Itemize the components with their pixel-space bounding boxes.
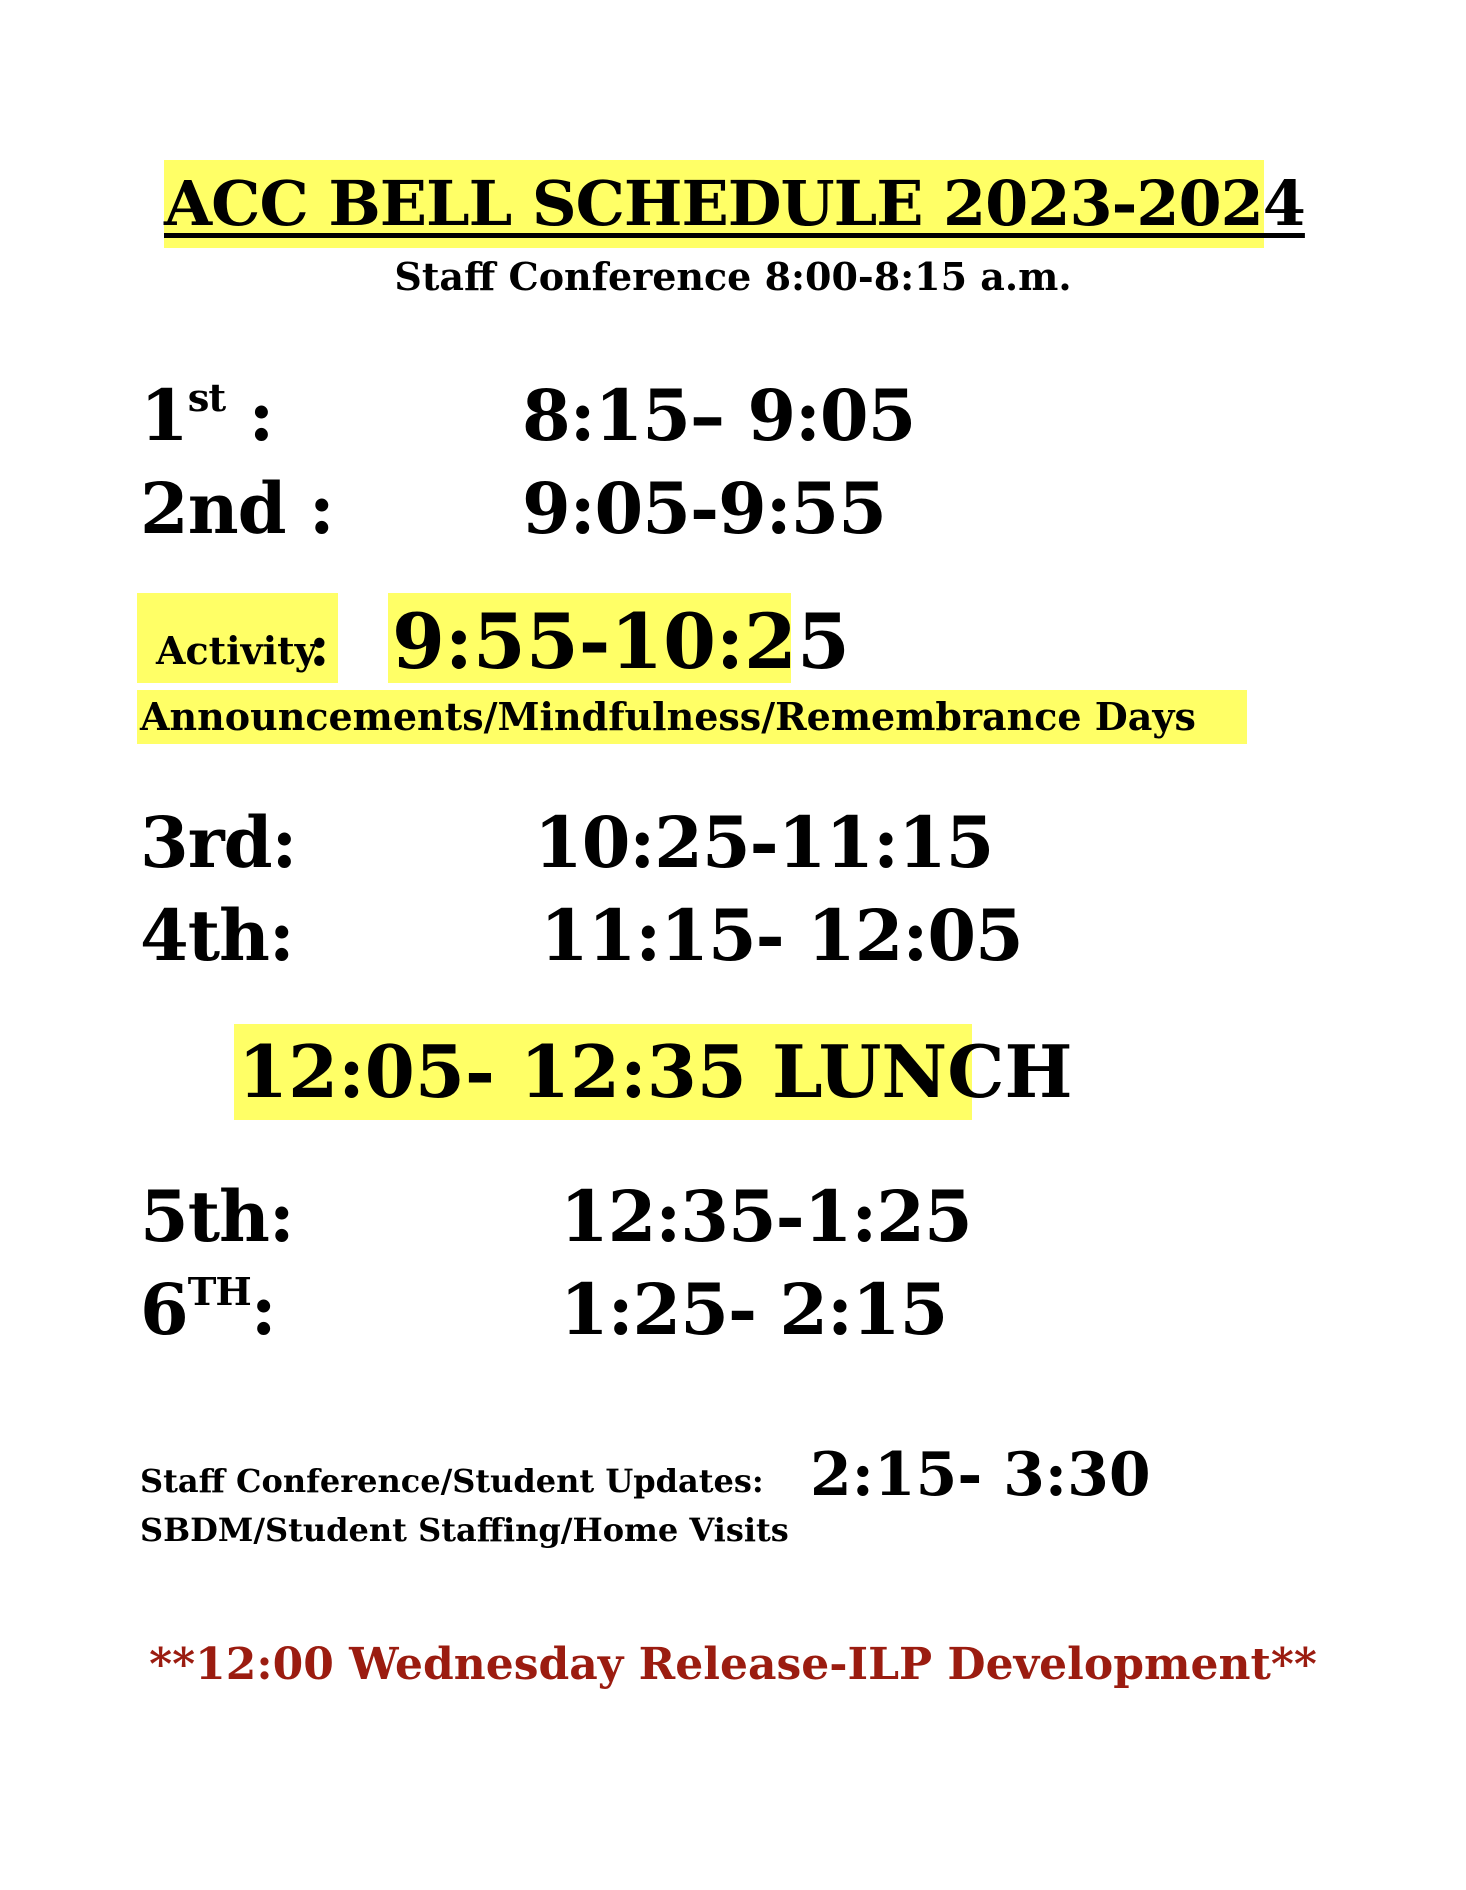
period-1-label: 1st : <box>140 374 274 457</box>
activity-time: 9:55-10:25 <box>392 597 850 686</box>
page-title: ACC BELL SCHEDULE 2023-2024 <box>164 160 1264 248</box>
period-3-label: 3rd: <box>140 801 297 884</box>
period-5-label: 5th: <box>140 1175 294 1258</box>
period-6-label: 6TH: <box>140 1268 276 1351</box>
lunch-time: 12:05- 12:35 LUNCH <box>238 1029 1073 1114</box>
period-6-time: 1:25- 2:15 <box>560 1268 948 1351</box>
period-4-label: 4th: <box>140 894 294 977</box>
activity-highlight-gap <box>338 593 388 683</box>
staff-conference-line-2: SBDM/Student Staffing/Home Visits <box>140 1511 789 1549</box>
period-4-time: 11:15- 12:05 <box>540 894 1023 977</box>
activity-label: Activity <box>156 628 317 673</box>
period-5-time: 12:35-1:25 <box>560 1175 972 1258</box>
activity-colon: : <box>309 613 330 679</box>
period-1-time: 8:15– 9:05 <box>522 374 916 457</box>
activity-subtitle: Announcements/Mindfulness/Remembrance Days <box>140 694 1196 739</box>
wednesday-release-note: **12:00 Wednesday Release-ILP Development** <box>149 1639 1317 1690</box>
period-2-time: 9:05-9:55 <box>522 467 886 550</box>
staff-conference-subtitle: Staff Conference 8:00-8:15 a.m. <box>394 254 1072 299</box>
period-2-label: 2nd : <box>140 467 334 550</box>
period-3-time: 10:25-11:15 <box>534 801 994 884</box>
staff-conference-line-1: Staff Conference/Student Updates: <box>140 1462 764 1500</box>
staff-conference-time: 2:15- 3:30 <box>810 1440 1151 1510</box>
